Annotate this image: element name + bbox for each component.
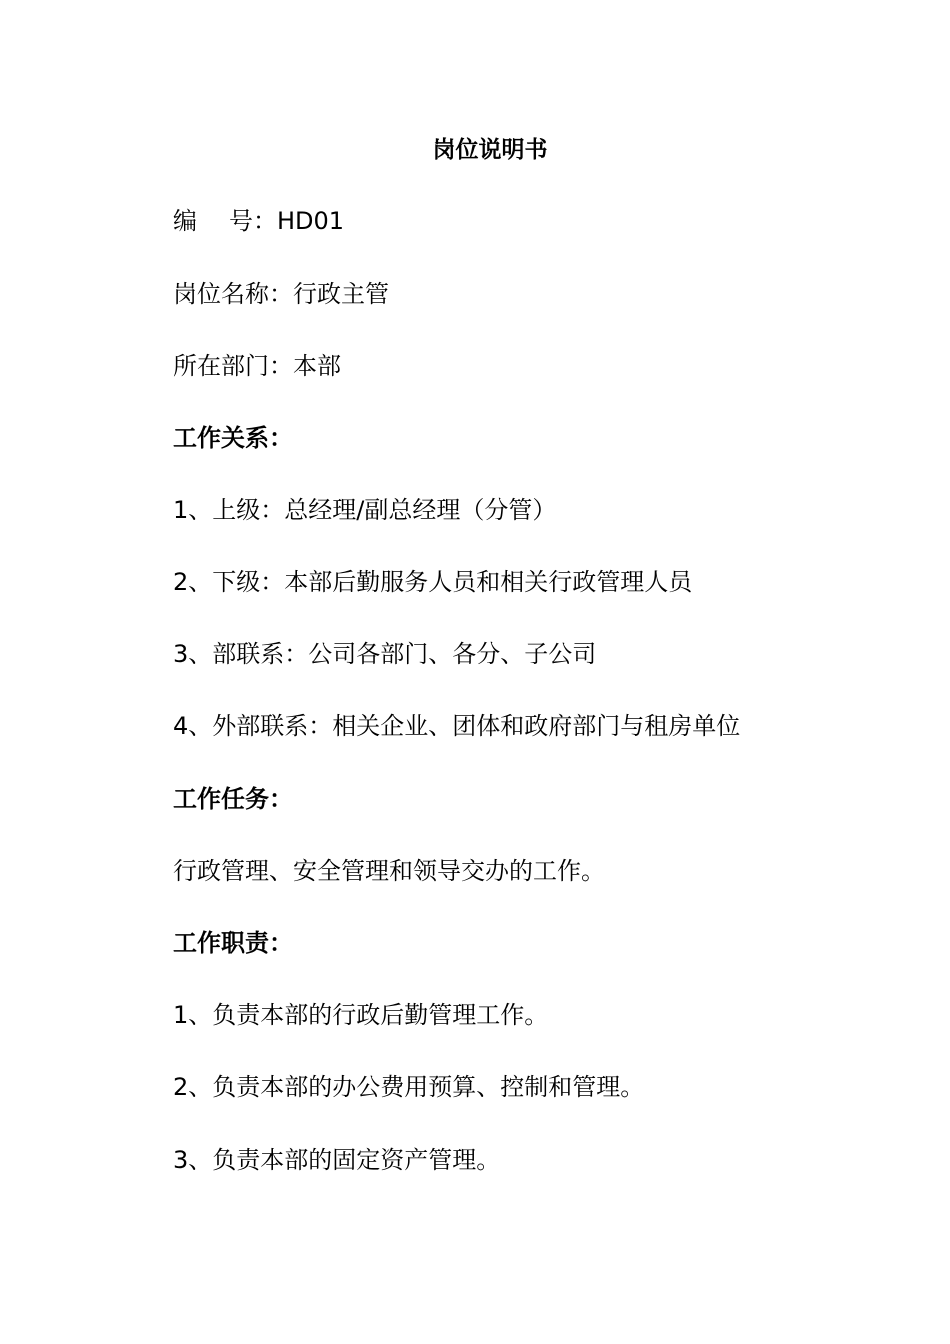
duty-item-admin: 1、负责本部的行政后勤管理工作。	[173, 1001, 549, 1029]
relations-heading: 工作关系：	[173, 424, 293, 452]
number-label-b: 号：	[229, 207, 277, 235]
position-name-line: 岗位名称：行政主管	[173, 280, 389, 308]
document-title: 岗位说明书	[432, 137, 548, 163]
duty-item-assets: 3、负责本部的固定资产管理。	[173, 1146, 501, 1174]
number-label-a: 编	[173, 207, 197, 235]
number-line	[173, 205, 344, 237]
relation-item-subordinate: 2、下级：本部后勤服务人员和相关行政管理人员	[173, 568, 693, 596]
duty-item-budget: 2、负责本部的办公费用预算、控制和管理。	[173, 1073, 645, 1101]
department-line: 所在部门：本部	[173, 352, 341, 380]
duties-heading: 工作职责：	[173, 929, 293, 957]
tasks-heading: 工作任务：	[173, 785, 293, 813]
number-value: HD01	[277, 207, 345, 235]
relation-item-external: 4、外部联系：相关企业、团体和政府部门与租房单位	[173, 712, 741, 740]
tasks-text: 行政管理、安全管理和领导交办的工作。	[173, 857, 605, 885]
relation-item-superior: 1、上级：总经理/副总经理（分管）	[173, 496, 557, 524]
relation-item-internal: 3、部联系：公司各部门、各分、子公司	[173, 640, 597, 668]
